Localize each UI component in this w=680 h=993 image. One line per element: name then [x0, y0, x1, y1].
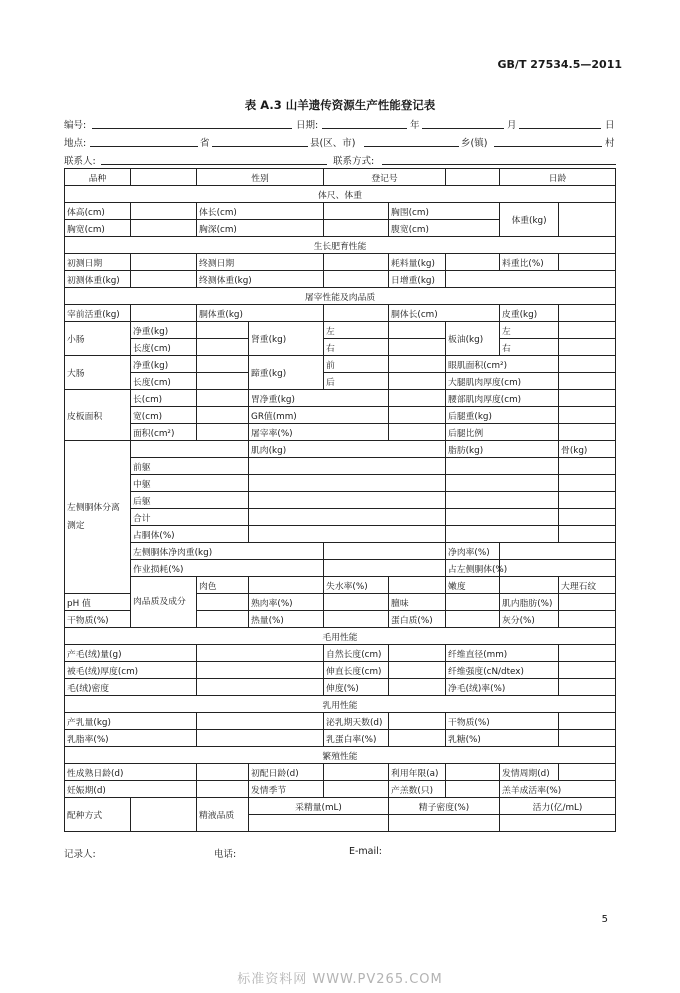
- feed-label: 耗料量(kg): [389, 254, 446, 271]
- estrus-cycle-label: 发情周期(d): [500, 764, 559, 781]
- town-label: 乡(镇): [461, 138, 488, 149]
- density-cell[interactable]: [197, 679, 324, 696]
- estrus-season-label: 发情季节: [249, 781, 324, 798]
- li-net-cell[interactable]: [197, 356, 249, 373]
- carcass-label: 胴体重(kg): [197, 305, 324, 322]
- calories-cell[interactable]: [324, 611, 389, 628]
- mating-method-cell[interactable]: [131, 798, 197, 832]
- survival-label: 羔羊成活率(%): [500, 781, 616, 798]
- milk-dry-matter-label: 干物质(%): [446, 713, 559, 730]
- skin-area-label: 皮板面积: [65, 390, 131, 441]
- table-row: [65, 781, 616, 798]
- color-cell[interactable]: [249, 577, 324, 594]
- village-field[interactable]: [494, 146, 602, 147]
- info-row-1: [64, 117, 616, 131]
- density-label: 毛(绒)密度: [65, 679, 197, 696]
- stretch-len-cell[interactable]: [389, 662, 446, 679]
- hindquarter-label: 后躯: [131, 492, 249, 509]
- table-row: [65, 203, 616, 220]
- estrus-season-cell[interactable]: [324, 781, 389, 798]
- month-label: 月: [507, 120, 517, 131]
- ash-label: 灰分(%): [500, 611, 559, 628]
- mq-bone-cell[interactable]: [559, 475, 616, 492]
- protein-cell[interactable]: [446, 611, 500, 628]
- coat-thickness-label: 被毛(绒)厚度(cm): [65, 662, 197, 679]
- strength-label: 纤维强度(cN/dtex): [446, 662, 559, 679]
- imf-label: 肌内脂肪(%): [500, 594, 559, 611]
- pre-weight-label: 宰前活重(kg): [65, 305, 131, 322]
- skin-area-cm-cell[interactable]: [197, 424, 249, 441]
- ratio-muscle-cell[interactable]: [249, 526, 446, 543]
- village-label: 村: [605, 138, 615, 149]
- ph-cell[interactable]: [197, 594, 249, 611]
- section-growth: 生长肥育性能: [65, 237, 616, 254]
- total-muscle-cell[interactable]: [249, 509, 446, 526]
- net-meat-rate-label: 净肉率(%): [446, 543, 500, 560]
- skin-len-label: 长(cm): [131, 390, 197, 407]
- county-field[interactable]: [212, 146, 308, 147]
- semen-volume-cell[interactable]: [249, 815, 389, 832]
- length-label: 体长(cm): [197, 203, 324, 220]
- skin-weight-label: 皮重(kg): [500, 305, 559, 322]
- table-row: [65, 492, 616, 509]
- place-label: 地点:: [64, 138, 87, 149]
- table-row: [65, 407, 616, 424]
- chest-width-label: 胸宽(cm): [65, 220, 131, 237]
- number-label: 编号:: [64, 120, 87, 131]
- section-row: [65, 747, 616, 764]
- table-row: [65, 662, 616, 679]
- total-fat-cell[interactable]: [446, 509, 559, 526]
- natural-len-label: 自然长度(cm): [324, 645, 389, 662]
- left-net-cell[interactable]: [324, 543, 446, 560]
- skin-area-cm-label: 面积(cm²): [131, 424, 197, 441]
- hind-leg-cell[interactable]: [559, 407, 616, 424]
- table-row: [65, 713, 616, 730]
- mating-method-label: 配种方式: [65, 798, 131, 832]
- suet-right-cell[interactable]: [559, 339, 616, 356]
- breed-label: 品种: [65, 169, 131, 186]
- fiber-diam-cell[interactable]: [559, 645, 616, 662]
- height-label: 体高(cm): [65, 203, 131, 220]
- litter-cell[interactable]: [446, 781, 500, 798]
- pre-weight-cell[interactable]: [131, 305, 197, 322]
- semen-quality-label: 精液品质: [197, 798, 249, 832]
- work-loss-cell[interactable]: [324, 560, 446, 577]
- table-row: [65, 424, 616, 441]
- table-row: [65, 764, 616, 781]
- wool-yield-cell[interactable]: [197, 645, 324, 662]
- table-row: [65, 526, 616, 543]
- section-breeding: 繁殖性能: [65, 747, 616, 764]
- kidney-right-label: 右: [324, 339, 389, 356]
- table-row: [65, 645, 616, 662]
- first-mating-label: 初配日龄(d): [249, 764, 324, 781]
- county-label: 县(区、市): [310, 138, 356, 149]
- small-intestine-label: 小肠: [65, 322, 131, 356]
- suet-right-label: 右: [500, 339, 559, 356]
- chest-depth-cell[interactable]: [324, 220, 389, 237]
- table-row: [65, 390, 616, 407]
- eye-muscle-cell[interactable]: [559, 356, 616, 373]
- marbling-label: 大理石纹: [559, 577, 616, 594]
- start-weight-cell[interactable]: [131, 271, 197, 288]
- ratio-label: 占胴体(%): [131, 526, 249, 543]
- contact-method-field[interactable]: [382, 164, 616, 165]
- year-label: 年: [410, 120, 420, 131]
- table-row: [65, 373, 616, 390]
- smell-cell[interactable]: [446, 594, 500, 611]
- section-row: [65, 628, 616, 645]
- lactation-days-cell[interactable]: [389, 713, 446, 730]
- sex-label: 性别: [197, 169, 324, 186]
- calories-label: 热量(%): [249, 611, 324, 628]
- gestation-label: 妊娠期(d): [65, 781, 197, 798]
- table-row: [65, 305, 616, 322]
- reg-no-label: 登记号: [324, 169, 446, 186]
- daily-gain-cell[interactable]: [446, 271, 616, 288]
- contact-label: 联系人:: [64, 156, 96, 167]
- suet-label: 板油(kg): [446, 322, 500, 356]
- form-title: 表 A.3 山羊遗传资源生产性能登记表: [244, 98, 436, 112]
- length-cell[interactable]: [324, 203, 389, 220]
- skin-len-cell[interactable]: [197, 390, 249, 407]
- protein-label: 蛋白质(%): [389, 611, 446, 628]
- li-length-label: 长度(cm): [131, 373, 197, 390]
- dressing-cell[interactable]: [389, 424, 446, 441]
- recorder-label: 记录人:: [64, 849, 96, 860]
- lactation-days-label: 泌乳期天数(d): [324, 713, 389, 730]
- li-net-label: 净重(kg): [131, 356, 197, 373]
- loin-label: 腰部肌肉厚度(cm): [446, 390, 559, 407]
- meat-quality-label: 肉品质及成分: [131, 577, 197, 628]
- maturity-cell[interactable]: [197, 764, 249, 781]
- table-row: [65, 679, 616, 696]
- ratio-fat-cell[interactable]: [446, 526, 559, 543]
- table-row: [65, 356, 616, 373]
- maturity-label: 性成熟日龄(d): [65, 764, 197, 781]
- table-row: [65, 322, 616, 339]
- date-day-field[interactable]: [519, 128, 601, 129]
- hoof-back-cell[interactable]: [389, 373, 446, 390]
- si-length-label: 长度(cm): [131, 339, 197, 356]
- feed-ratio-cell[interactable]: [559, 254, 616, 271]
- estrus-cycle-cell[interactable]: [559, 764, 616, 781]
- bone-label: 骨(kg): [559, 441, 616, 458]
- dry-matter-label: 干物质(%): [65, 611, 131, 628]
- table-row: [65, 271, 616, 288]
- start-weight-label: 初测体重(kg): [65, 271, 131, 288]
- si-net-cell[interactable]: [197, 322, 249, 339]
- total-label: 合计: [131, 509, 249, 526]
- section-row: [65, 288, 616, 305]
- strength-cell[interactable]: [559, 662, 616, 679]
- ash-cell[interactable]: [559, 611, 616, 628]
- left-carcass-label: 左侧胴体分离测定: [65, 441, 131, 594]
- tenderness-cell[interactable]: [500, 577, 559, 594]
- left-ratio-cell[interactable]: [500, 560, 616, 577]
- skin-wid-label: 宽(cm): [131, 407, 197, 424]
- weight-label: 体重(kg): [500, 203, 559, 237]
- province-field[interactable]: [90, 146, 198, 147]
- wool-yield-label: 产毛(绒)量(g): [65, 645, 197, 662]
- hq-muscle-cell[interactable]: [249, 492, 446, 509]
- section-milk: 乳用性能: [65, 696, 616, 713]
- section-row: [65, 237, 616, 254]
- work-loss-label: 作业损耗(%): [131, 560, 324, 577]
- use-years-cell[interactable]: [446, 764, 500, 781]
- left-net-label: 左侧胴体净肉重(kg): [131, 543, 324, 560]
- skin-wid-cell[interactable]: [197, 407, 249, 424]
- section-slaughter: 屠宰性能及肉品质: [65, 288, 616, 305]
- date-month-field[interactable]: [422, 128, 504, 129]
- midquarter-label: 中躯: [131, 475, 249, 492]
- hind-ratio-cell[interactable]: [559, 424, 616, 441]
- stomach-label: 胃净重(kg): [249, 390, 389, 407]
- date-year-field[interactable]: [322, 128, 407, 129]
- day-label: 日: [605, 120, 615, 131]
- number-field[interactable]: [92, 128, 292, 129]
- carcass-cell[interactable]: [324, 305, 389, 322]
- contact-field[interactable]: [101, 164, 327, 165]
- cooked-rate-label: 熟肉率(%): [249, 594, 324, 611]
- lactose-cell[interactable]: [559, 730, 616, 747]
- gestation-cell[interactable]: [197, 781, 249, 798]
- hoof-front-label: 前: [324, 356, 389, 373]
- phone-label: 电话:: [214, 849, 237, 860]
- date-label: 日期:: [296, 120, 319, 131]
- natural-len-cell[interactable]: [389, 645, 446, 662]
- left-ratio-label: 占左侧胴体(%): [446, 560, 500, 577]
- forequarter-label: 前躯: [131, 458, 249, 475]
- fq-bone-cell[interactable]: [559, 458, 616, 475]
- chest-depth-label: 胸深(cm): [197, 220, 324, 237]
- ham-thickness-label: 大腿肌肉厚度(cm): [446, 373, 559, 390]
- email-label: E-mail:: [349, 846, 382, 857]
- clean-rate-label: 净毛(绒)率(%): [446, 679, 559, 696]
- fq-muscle-cell[interactable]: [249, 458, 446, 475]
- chest-width-cell[interactable]: [131, 220, 197, 237]
- skin-weight-cell[interactable]: [559, 305, 616, 322]
- province-label: 省: [200, 138, 210, 149]
- milk-fat-label: 乳脂率(%): [65, 730, 197, 747]
- fiber-diam-label: 纤维直径(mm): [446, 645, 559, 662]
- first-mating-cell[interactable]: [324, 764, 389, 781]
- town-field[interactable]: [364, 146, 459, 147]
- kidney-left-label: 左: [324, 322, 389, 339]
- milk-fat-cell[interactable]: [197, 730, 324, 747]
- ham-thickness-cell[interactable]: [559, 373, 616, 390]
- carcass-length-label: 胴体长(cm): [389, 305, 500, 322]
- start-date-cell[interactable]: [131, 254, 197, 271]
- use-years-label: 利用年限(a): [389, 764, 446, 781]
- hoof-back-label: 后: [324, 373, 389, 390]
- hind-leg-label: 后腿重(kg): [446, 407, 559, 424]
- end-weight-label: 终测体重(kg): [197, 271, 324, 288]
- hind-ratio-label: 后腿比例: [446, 424, 559, 441]
- large-intestine-label: 大肠: [65, 356, 131, 390]
- suet-left-label: 左: [500, 322, 559, 339]
- lactose-label: 乳糖(%): [446, 730, 559, 747]
- milk-protein-cell[interactable]: [389, 730, 446, 747]
- water-loss-label: 失水率(%): [324, 577, 389, 594]
- end-date-label: 终测日期: [197, 254, 324, 271]
- table-row: [65, 543, 616, 560]
- milk-dry-matter-cell[interactable]: [559, 713, 616, 730]
- table-row: [65, 475, 616, 492]
- table-row: [65, 560, 616, 577]
- ratio-bone-cell[interactable]: [559, 526, 616, 543]
- suet-left-cell[interactable]: [559, 322, 616, 339]
- watermark: 标准资料网 WWW.PV265.COM: [237, 972, 443, 987]
- milk-protein-label: 乳蛋白率(%): [324, 730, 389, 747]
- fq-fat-cell[interactable]: [446, 458, 559, 475]
- feed-cell[interactable]: [446, 254, 500, 271]
- litter-label: 产羔数(只): [389, 781, 446, 798]
- imf-cell[interactable]: [559, 594, 616, 611]
- stomach-cell[interactable]: [389, 390, 446, 407]
- sperm-density-label: 精子密度(%): [389, 798, 500, 815]
- clean-rate-cell[interactable]: [559, 679, 616, 696]
- breed-cell[interactable]: [131, 169, 197, 186]
- fat-label: 脂肪(kg): [446, 441, 559, 458]
- dry-matter-cell[interactable]: [197, 611, 249, 628]
- hoof-front-cell[interactable]: [389, 356, 446, 373]
- table-row: [65, 441, 616, 458]
- gr-cell[interactable]: [389, 407, 446, 424]
- standard-code: GB/T 27534.5—2011: [497, 58, 622, 71]
- si-length-cell[interactable]: [197, 339, 249, 356]
- total-bone-cell[interactable]: [559, 509, 616, 526]
- table-row: [65, 577, 616, 594]
- lc-blank: [131, 441, 249, 458]
- color-label: 肉色: [197, 577, 249, 594]
- water-loss-cell[interactable]: [389, 577, 446, 594]
- kidney-right-cell[interactable]: [389, 339, 446, 356]
- chest-girth-label: 胸围(cm): [389, 203, 500, 220]
- feed-ratio-label: 料重比(%): [500, 254, 559, 271]
- height-cell[interactable]: [131, 203, 197, 220]
- dressing-label: 屠宰率(%): [249, 424, 389, 441]
- gr-label: GR值(mm): [249, 407, 389, 424]
- loin-cell[interactable]: [559, 390, 616, 407]
- info-row-3: [64, 153, 616, 167]
- section-wool: 毛用性能: [65, 628, 616, 645]
- daily-gain-label: 日增重(kg): [389, 271, 446, 288]
- mq-muscle-cell[interactable]: [249, 475, 446, 492]
- mq-fat-cell[interactable]: [446, 475, 559, 492]
- elongation-cell[interactable]: [389, 679, 446, 696]
- contact-method-label: 联系方式:: [333, 156, 375, 167]
- si-net-label: 净重(kg): [131, 322, 197, 339]
- stretch-len-label: 伸直长度(cm): [324, 662, 389, 679]
- eye-muscle-label: 眼肌面积(cm²): [446, 356, 559, 373]
- page-number: 5: [601, 914, 608, 925]
- table-row: [65, 169, 616, 186]
- kidney-label: 肾重(kg): [249, 322, 324, 356]
- cooked-rate-cell[interactable]: [324, 594, 389, 611]
- weight-cell[interactable]: [559, 203, 616, 237]
- table-row: [65, 730, 616, 747]
- elongation-label: 伸度(%): [324, 679, 389, 696]
- coat-thickness-cell[interactable]: [197, 662, 324, 679]
- abdomen-width-label: 腹宽(cm): [389, 220, 500, 237]
- section-body-size: 体尺、体重: [65, 186, 616, 203]
- kidney-left-cell[interactable]: [389, 322, 446, 339]
- net-meat-rate-cell[interactable]: [500, 543, 616, 560]
- table-row: [65, 339, 616, 356]
- motility-cell[interactable]: [500, 815, 616, 832]
- milk-yield-label: 产乳量(kg): [65, 713, 197, 730]
- table-row: [65, 254, 616, 271]
- age-label: 日龄: [500, 169, 616, 186]
- muscle-label: 肌肉(kg): [249, 441, 446, 458]
- registration-table: [64, 168, 616, 832]
- smell-label: 膻味: [389, 594, 446, 611]
- tenderness-label: 嫩度: [446, 577, 500, 594]
- end-date-cell[interactable]: [324, 254, 389, 271]
- reg-no-cell[interactable]: [446, 169, 500, 186]
- hq-fat-cell[interactable]: [446, 492, 559, 509]
- motility-label: 活力(亿/mL): [500, 798, 616, 815]
- end-weight-cell[interactable]: [324, 271, 389, 288]
- section-row: [65, 696, 616, 713]
- table-row: [65, 798, 616, 815]
- table-row: [65, 509, 616, 526]
- info-row-2: [64, 135, 616, 149]
- hoof-label: 蹄重(kg): [249, 356, 324, 390]
- semen-volume-label: 采精量(mL): [249, 798, 389, 815]
- sperm-density-cell[interactable]: [389, 815, 500, 832]
- start-date-label: 初测日期: [65, 254, 131, 271]
- section-row: [65, 186, 616, 203]
- li-length-cell[interactable]: [197, 373, 249, 390]
- milk-yield-cell[interactable]: [197, 713, 324, 730]
- ph-label: pH 值: [65, 594, 131, 611]
- hq-bone-cell[interactable]: [559, 492, 616, 509]
- table-row: [65, 458, 616, 475]
